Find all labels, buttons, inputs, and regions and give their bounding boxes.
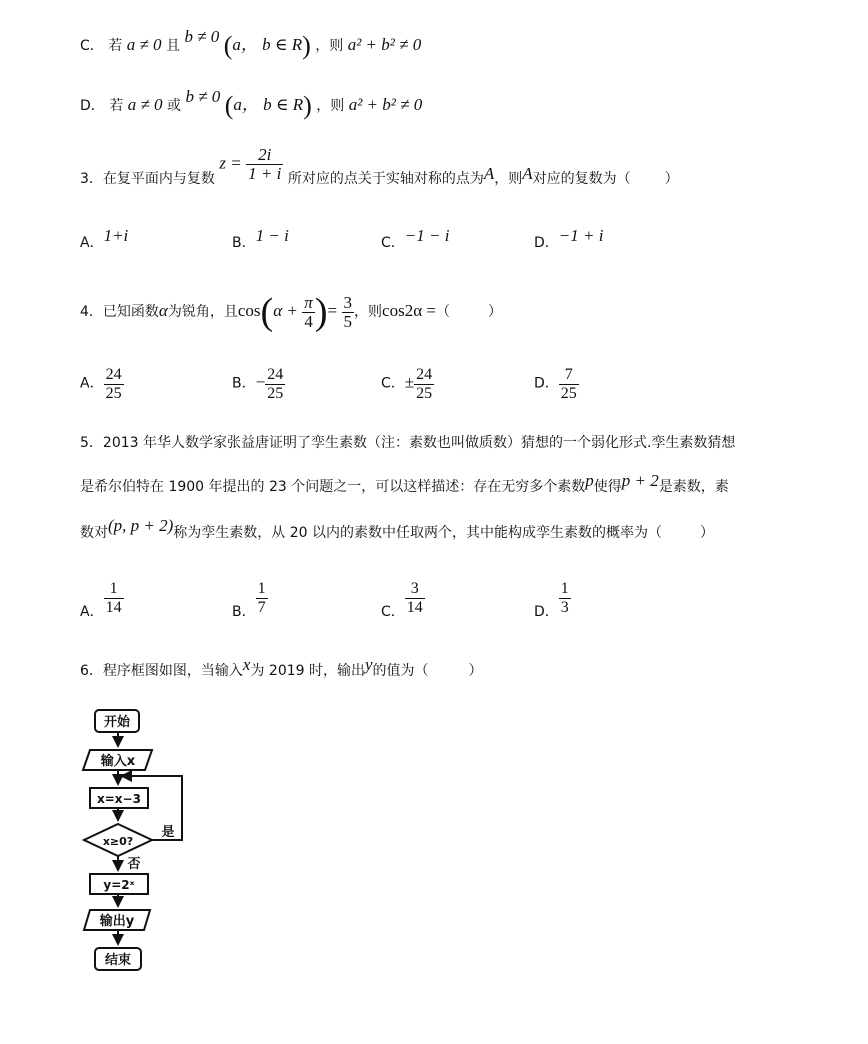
option-d-huo: 或 — [166, 98, 181, 114]
q5-line3b: 称为孪生素数，从 20 以内的素数中任取两个，其中能构成孪生素数的概率为（ — [173, 525, 663, 541]
option-value: 1+i — [103, 226, 129, 245]
option-c-qie: 且 — [165, 38, 180, 54]
option-label: C． — [381, 603, 405, 620]
q5-p: p — [585, 471, 594, 490]
q3-fraction — [246, 146, 283, 183]
option-value: 1 − i — [255, 226, 289, 245]
flow-output-text: 输出y — [99, 914, 135, 929]
option-c-b-ne-0: b ≠ 0 — [184, 27, 220, 46]
q3-option-b[interactable] — [232, 226, 289, 252]
option-d-a-ne-0: a ≠ 0 — [127, 95, 163, 114]
option-d-label: D． — [80, 98, 105, 114]
q4-inner: α + — [273, 301, 298, 320]
option-c-result: a² + b² ≠ 0 — [347, 35, 422, 54]
option-num: 24 — [416, 366, 433, 383]
paren-open: ( — [224, 91, 234, 120]
q5-option-d[interactable] — [534, 580, 571, 620]
option-label: D． — [534, 603, 559, 620]
q5-line2b: 使得 — [593, 479, 622, 495]
q3-option-c[interactable] — [381, 226, 450, 252]
q3-paren-close: ） — [664, 170, 679, 187]
option-label: A． — [80, 603, 104, 620]
option-num: 3 — [405, 580, 425, 599]
q3-option-d[interactable] — [534, 226, 604, 252]
flow-start-text: 开始 — [103, 715, 131, 730]
option-num: 7 — [559, 366, 579, 385]
q6-prefix: 6．程序框图如图，当输入 — [80, 663, 243, 679]
option-den: 25 — [267, 385, 284, 402]
q4-three-fifths — [342, 294, 355, 331]
q5-line2 — [80, 471, 729, 496]
option-sign: − — [255, 372, 266, 392]
option-fraction — [414, 366, 434, 403]
q6-stem — [80, 655, 483, 680]
q5-option-a[interactable] — [80, 580, 124, 620]
q4-option-b[interactable] — [232, 366, 285, 403]
q6-mid: 为 2019 时，输出 — [250, 663, 365, 679]
option-fraction — [559, 366, 579, 403]
q4-pi: π — [304, 292, 313, 312]
paren-close: ) — [314, 291, 328, 333]
option-num: 1 — [560, 580, 569, 597]
option-d-line — [80, 87, 423, 121]
flow-condition-text: x≥0? — [102, 835, 134, 848]
q5-line3 — [80, 516, 715, 542]
flowchart — [78, 700, 208, 980]
q4-option-d[interactable] — [534, 366, 579, 403]
option-den: 14 — [105, 599, 122, 616]
option-fraction — [559, 580, 571, 617]
q6-x: x — [242, 655, 251, 674]
flow-end-text: 结束 — [104, 953, 132, 968]
q6-suffix: 的值为（ — [372, 663, 429, 679]
q4-ze: ，则 — [354, 304, 383, 320]
option-label: B． — [232, 235, 256, 251]
option-den: 3 — [560, 599, 569, 616]
option-c-domain: a， b ∈ R — [232, 35, 303, 54]
option-sign: ± — [404, 372, 415, 392]
q5-p-plus-2: p + 2 — [621, 471, 659, 490]
option-label: B． — [232, 603, 256, 620]
flow-no-label: 否 — [127, 857, 141, 872]
q4-cos: cos — [237, 301, 261, 320]
q3-num: 2i — [246, 146, 283, 165]
q4-option-a[interactable] — [80, 366, 124, 403]
q6-paren-close: ） — [468, 663, 483, 679]
q4-eq: = — [327, 301, 338, 320]
option-d-ze: ，则 — [316, 98, 345, 114]
q4-three: 3 — [343, 292, 353, 312]
q3-point-a2: A — [522, 163, 533, 183]
q4-paren-open: （ — [435, 304, 450, 320]
q5-option-b[interactable] — [232, 580, 268, 620]
option-fraction — [104, 366, 124, 403]
option-fraction — [104, 580, 124, 617]
option-label: D． — [534, 235, 559, 251]
option-d-ruo: 若 — [109, 98, 124, 114]
q4-paren-close: ） — [487, 304, 502, 320]
q5-line2c: 是素数，素 — [658, 479, 729, 495]
option-label: C． — [381, 375, 405, 392]
option-num: 1 — [257, 580, 266, 597]
q3-den: 1 + i — [248, 164, 282, 183]
option-c-ruo: 若 — [108, 38, 123, 54]
option-den: 25 — [105, 385, 122, 402]
q3-suffix: 对应的复数为（ — [532, 170, 631, 187]
q6-y: y — [365, 655, 373, 674]
flow-input-text: 输入x — [100, 754, 136, 769]
q3-point-a: A — [483, 163, 495, 183]
q4-option-c[interactable] — [381, 366, 434, 403]
option-label: A． — [80, 235, 104, 251]
option-c-line — [80, 27, 422, 61]
q4-mid: 为锐角，且 — [167, 304, 238, 320]
q5-line2a: 是希尔伯特在 1900 年提出的 23 个问题之一，可以这样描述：存在无穷多个素数 — [80, 479, 586, 495]
q4-four: 4 — [304, 311, 313, 331]
option-d-result: a² + b² ≠ 0 — [348, 95, 423, 114]
option-den: 25 — [416, 385, 433, 402]
option-label: A． — [80, 375, 104, 392]
paren-close: ) — [302, 31, 311, 60]
q3-mid: 所对应的点关于实轴对称的点为 — [287, 170, 484, 187]
q5-paren-close: ） — [700, 525, 715, 541]
q3-stem — [80, 145, 679, 187]
option-den: 14 — [406, 599, 423, 616]
option-d-domain: a， b ∈ R — [233, 95, 304, 114]
option-c-ze: ，则 — [315, 38, 344, 54]
q4-stem — [80, 290, 502, 334]
option-c-a-ne-0: a ≠ 0 — [126, 35, 162, 54]
q5-line3a: 数对 — [80, 525, 108, 541]
q4-alpha: α — [158, 301, 168, 320]
paren-open: ( — [223, 31, 233, 60]
paren-open: ( — [260, 291, 274, 333]
q3-option-a[interactable] — [80, 226, 129, 252]
flow-yes-label: 是 — [161, 825, 175, 840]
option-label: D． — [534, 375, 559, 392]
option-fraction — [265, 366, 285, 403]
option-value: −1 − i — [404, 226, 450, 245]
q4-prefix: 4．已知函数 — [80, 304, 159, 320]
option-fraction — [405, 580, 425, 617]
q5-line1: 5．2013 年华人数学家张益唐证明了孪生素数（注：素数也叫做质数）猜想的一个弱化形式.孪生素数猜想 — [80, 435, 736, 451]
q4-pi-over-4 — [302, 294, 315, 331]
q3-prefix: 3．在复平面内与复数 — [80, 170, 215, 187]
flow-compute-text: y=2ˣ — [103, 878, 135, 892]
option-num: 24 — [105, 366, 122, 383]
q4-cos2a: cos2α = — [382, 301, 436, 320]
option-value: −1 + i — [558, 226, 604, 245]
flow-assign-text: x=x−3 — [97, 792, 141, 806]
q5-option-c[interactable] — [381, 580, 425, 620]
option-fraction — [256, 580, 268, 617]
option-c-label: C． — [80, 38, 104, 54]
option-num: 1 — [104, 580, 124, 599]
option-num: 24 — [267, 366, 284, 383]
q3-z-eq: z = — [219, 153, 242, 173]
option-den: 7 — [257, 599, 266, 616]
q4-five: 5 — [343, 311, 353, 331]
option-d-b-ne-0: b ≠ 0 — [185, 87, 221, 106]
option-den: 25 — [560, 385, 577, 402]
paren-close: ) — [303, 91, 312, 120]
q3-ze: ，则 — [494, 170, 523, 187]
q5-pair: (p, p + 2) — [108, 516, 174, 535]
option-label: C． — [381, 235, 405, 251]
option-label: B． — [232, 375, 256, 392]
